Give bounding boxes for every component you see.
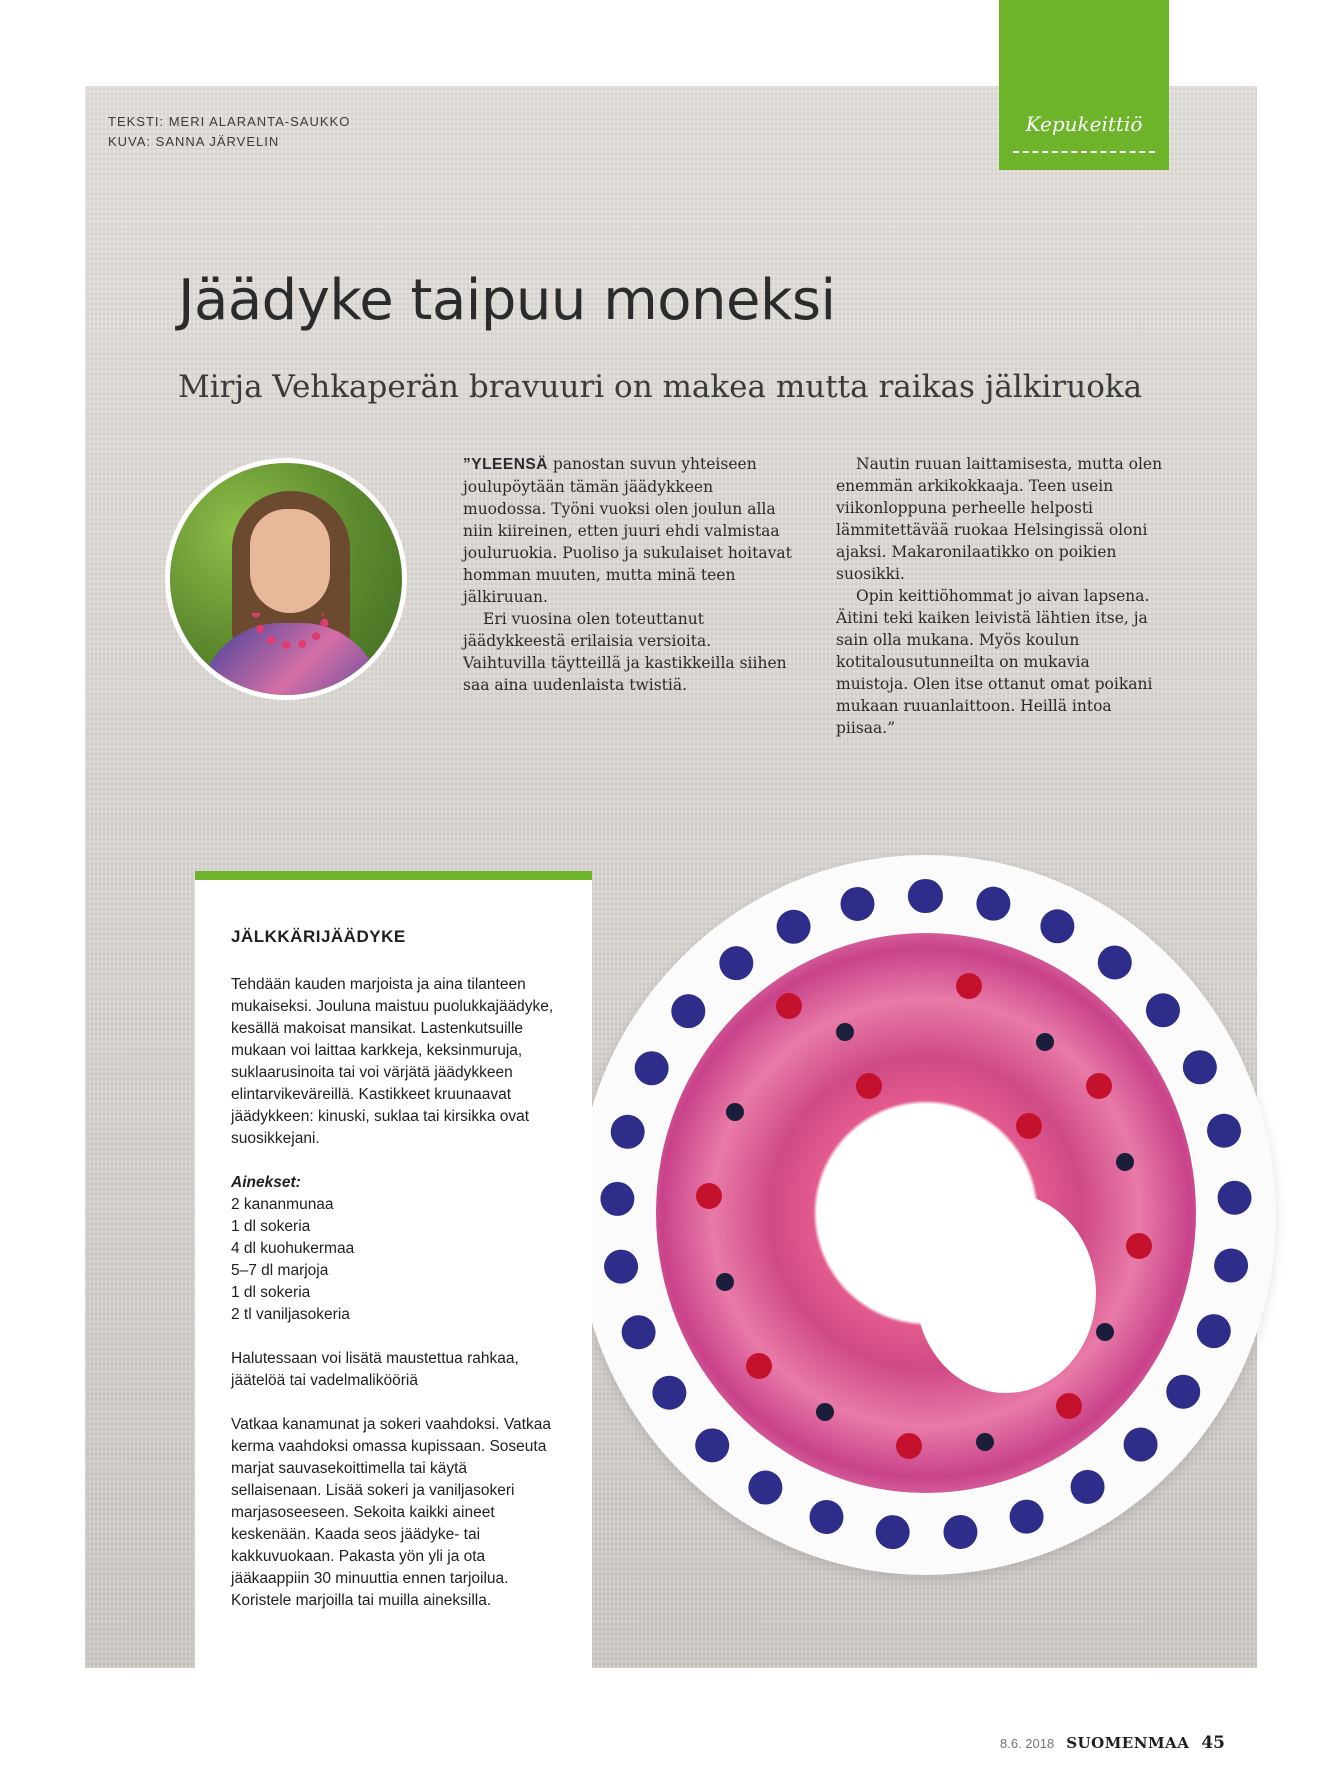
raspberry (1126, 1233, 1152, 1259)
raspberry (1056, 1393, 1082, 1419)
intro-paragraph-1 (463, 453, 793, 608)
blueberry (716, 1273, 734, 1291)
subheadline: Mirja Vehkaperän bravuuri on makea mutta raikas jälkiruoka (178, 369, 1143, 405)
magazine-name: SUOMENMAA (1066, 1734, 1190, 1752)
blueberry (1036, 1033, 1054, 1051)
headline: Jäädyke taipuu moneksi (178, 268, 836, 333)
recipe-box (195, 880, 592, 1668)
raspberry (1016, 1113, 1042, 1139)
issue-date: 8.6. 2018 (1000, 1736, 1055, 1751)
ingredient-item: 1 dl sokeria (231, 1218, 311, 1235)
blueberry (1116, 1153, 1134, 1171)
recipe-title: JÄLKKÄRIJÄÄDYKE (231, 927, 406, 946)
raspberry (856, 1073, 882, 1099)
blueberry (976, 1433, 994, 1451)
ingredients-list (231, 1194, 558, 1326)
blueberry (1096, 1323, 1114, 1341)
portrait-photo (165, 458, 407, 700)
blueberry (836, 1023, 854, 1041)
intro-paragraph-3: Nautin ruuan laittamisesta, mutta olen enemmän arkikokkaaja. Teen usein viikonloppuna perheelle helposti lämmitettävää ruokaa Helsingissä oloni ajaksi. Makaronilaatikko on poikien suosikki. (836, 455, 1163, 583)
recipe-accent-bar (195, 871, 592, 880)
dessert-center-hole (916, 1193, 1096, 1393)
recipe-optional-note: Halutessaan voi lisätä maustettua rahkaa, jäätelöä tai vadelmalikööriä (231, 1350, 519, 1389)
dessert-plate-photo (576, 855, 1276, 1575)
page-footer (1000, 1733, 1225, 1753)
ingredient-item: 4 dl kuohukermaa (231, 1240, 355, 1257)
portrait-face (250, 509, 330, 613)
intro-column-right (836, 453, 1166, 739)
section-dash-line (1013, 151, 1155, 153)
intro-paragraph-2: Eri vuosina olen toteuttanut jäädykkeestä erilaisia versioita. Vaihtuvilla täytteillä ja kastikkeilla siihen saa aina uudenlaista twistiä. (463, 610, 787, 694)
raspberry (696, 1183, 722, 1209)
section-label: Kepukeittiö (1025, 112, 1143, 136)
raspberry (776, 993, 802, 1019)
ingredient-item: 2 kananmunaa (231, 1196, 334, 1213)
raspberry (956, 973, 982, 999)
ingredient-item: 5–7 dl marjoja (231, 1262, 329, 1279)
credits (108, 112, 350, 152)
raspberry (896, 1433, 922, 1459)
photo-credit: KUVA: SANNA JÄRVELIN (108, 134, 280, 149)
berry-ring-dessert (656, 933, 1196, 1493)
blueberry (816, 1403, 834, 1421)
recipe-method: Vatkaa kanamunat ja sokeri vaahdoksi. Vatkaa kerma vaahdoksi omassa kupissaan. Soseuta marjat sauvasekoittimella tai käytä sellaisenaan. Lisää sokeri ja vaniljasokeri marjasoseeseen. Sekoita kaikki aineet keskenään. Kaada seos jäädyke- tai kakkuvuokaan. Pakasta yön yli ja ota jääkaappiin 30 minuuttia ennen tarjoilua. Koristele marjoilla tai muilla aineksilla. (231, 1416, 551, 1609)
ingredient-item: 1 dl sokeria (231, 1284, 311, 1301)
intro-lead: ”YLEENSÄ (463, 456, 548, 473)
intro-paragraph-4: Opin keittiöhommat jo aivan lapsena. Äitini teki kaiken leivistä lähtien itse, ja sain olla mukana. Myös koulun kotitalousutunneilta on mukavia muistoja. Olen itse ottanut omat poikani mukaan ruuanlaittoon. Heillä intoa piisaa.” (836, 587, 1153, 737)
recipe-intro: Tehdään kauden marjoista ja aina tilanteen mukaiseksi. Jouluna maistuu puolukkajäädyke, kesällä makoisat mansikat. Lastenkutsuille mukaan voi laittaa karkkeja, keksinmuruja, suklaarusinoita tai voi värjätä jäädykkeen elintarvikeväreillä. Kastikkeet kruunaavat jäädykkeen: kinuski, suklaa tai kirsikka ovat suosikkejani. (231, 976, 554, 1147)
raspberry (746, 1353, 772, 1379)
text-credit: TEKSTI: MERI ALARANTA-SAUKKO (108, 114, 351, 129)
raspberry (1086, 1073, 1112, 1099)
blueberry (726, 1103, 744, 1121)
page-number: 45 (1201, 1733, 1225, 1753)
section-tab (999, 0, 1169, 170)
ingredients-heading: Ainekset: (231, 1174, 301, 1191)
intro-paragraph-1-text: panostan suvun yhteiseen joulupöytään tämän jäädykkeen muodossa. Työni vuoksi olen joulun alla niin kiireinen, etten juuri ehdi valmistaa jouluruokia. Puoliso ja sukulaiset hoitavat homman muuten, mutta minä teen jälkiruuan. (463, 455, 792, 606)
intro-column-left (463, 453, 793, 696)
ingredient-item: 2 tl vaniljasokeria (231, 1306, 350, 1323)
